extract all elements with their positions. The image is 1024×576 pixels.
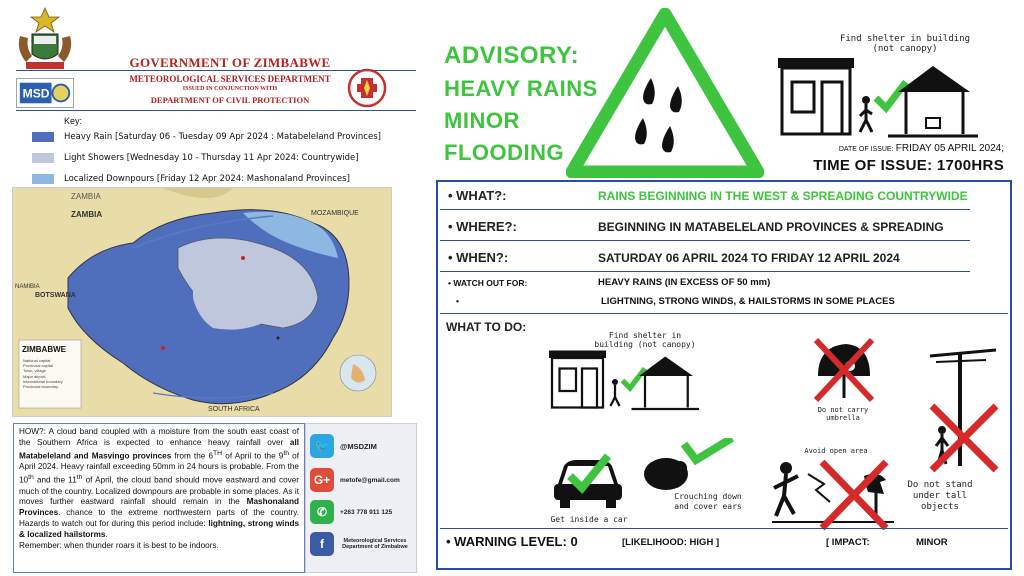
tall-pole-icon — [926, 346, 1002, 472]
advisory-heavy-rains: HEAVY RAINS — [444, 76, 598, 101]
email-contact[interactable] — [310, 468, 400, 492]
key-item-light-showers — [32, 151, 359, 165]
watch-value-lightning: LIGHTNING, STRONG WINDS, & HAILSTORMS IN SOME PLACES — [601, 296, 895, 307]
when-label: • WHEN?: — [448, 250, 509, 265]
whatsapp-icon: ✆ — [310, 500, 334, 524]
heavy-rain-swatch — [32, 132, 54, 142]
row-divider — [440, 271, 970, 272]
key-item-localized-downpours — [32, 172, 350, 186]
advisory-minor: MINOR — [444, 108, 520, 133]
tall-objects-caption: Do not stand under tall objects — [907, 480, 973, 512]
warning-level: • WARNING LEVEL: 0 — [446, 534, 578, 549]
google-plus-icon: G+ — [310, 468, 334, 492]
key-item-heavy-rain — [32, 130, 381, 144]
map-label-namibia: NAMIBIA — [15, 284, 40, 290]
map-label-zimbabwe: ZIMBABWE — [22, 345, 66, 354]
where-label: • WHERE?: — [448, 219, 517, 234]
map-label-zambia: ZAMBIA — [71, 192, 101, 201]
avoid-open-area-icon — [768, 456, 898, 530]
crouch-caption: Crouching down and cover ears — [674, 492, 742, 511]
time-of-issue: TIME OF ISSUE: 1700HRS — [813, 157, 1004, 174]
top-shelter-caption: Find shelter in building (not canopy) — [839, 34, 971, 54]
key-item-label: Light Showers [Wednesday 10 - Thursday 11 Apr 2024: Countrywide] — [64, 153, 359, 163]
msd-logo — [16, 78, 74, 108]
row-divider — [440, 240, 970, 241]
likelihood: [LIKELIHOOD: HIGH ] — [622, 537, 720, 548]
msd-logo-text: MSD — [22, 86, 50, 101]
key-item-label: Localized Downpours [Friday 12 Apr 2024: Mashonaland Provinces] — [64, 174, 350, 184]
map-label-south-africa: SOUTH AFRICA — [208, 406, 260, 413]
what-value: RAINS BEGINNING IN THE WEST & SPREADING COUNTRYWIDE — [598, 189, 968, 203]
twitter-handle: @MSDZIM — [340, 441, 377, 451]
facebook-contact[interactable] — [310, 532, 410, 556]
advisory-flooding: FLOODING — [444, 140, 565, 165]
key-title: Key: — [64, 116, 83, 126]
shelter-building-icon — [778, 52, 978, 140]
whatsapp-number: +263 778 911 125 — [340, 508, 393, 516]
car-icon — [550, 452, 626, 510]
rain-warning-triangle-icon — [566, 8, 764, 178]
what-label: • WHAT?: — [448, 188, 507, 203]
when-value: SATURDAY 06 APRIL 2024 TO FRIDAY 12 APRIL 2024 — [598, 251, 900, 265]
watch-value-rains: HEAVY RAINS (IN EXCESS OF 50 mm) — [598, 277, 771, 288]
facebook-icon: f — [310, 532, 334, 556]
issued-with-text: ISSUED IN CONJUNCTION WITH — [182, 86, 278, 92]
map-label-botswana: BOTSWANA — [35, 292, 76, 299]
open-area-caption: Avoid open area — [804, 447, 868, 455]
civil-protection-logo — [345, 66, 389, 110]
impact-value: MINOR — [916, 537, 948, 548]
header-divider-bottom — [16, 110, 416, 111]
car-caption: Get inside a car — [550, 515, 628, 524]
impact-label: [ IMPACT: — [826, 537, 870, 548]
whatsapp-contact[interactable] — [310, 500, 392, 524]
department-title: METEOROLOGICAL SERVICES DEPARTMENT — [129, 74, 331, 84]
date-of-issue: DATE OF ISSUE: FRIDAY 05 APRIL 2024; — [838, 143, 1004, 154]
light-showers-swatch — [32, 153, 54, 163]
twitter-contact[interactable] — [310, 434, 377, 458]
umbrella-caption: Do not carry umbrella — [817, 406, 869, 422]
civil-protection-title: DEPARTMENT OF CIVIL PROTECTION — [150, 95, 310, 105]
no-umbrella-icon — [810, 336, 876, 404]
map-label-zambia-2: ZAMBIA — [71, 210, 103, 219]
advisory-title: ADVISORY: — [444, 42, 580, 69]
how-explanation: HOW?: A cloud band coupled with a moisture from the south east coast of the Southern Africa is expected to enhance heavy rainfall over all Matabeleland and Masvingo provinces from the 6TH of April to the 9th of April 2024. Heavy rainfall exceeding 50mm in 24 hours is probable. From the 10th and the 11th of April, the cloud band should move eastward and cover much of the country. Localized downpours are probable in some places. As it moves further eastward rainfall should remain in the Mashonaland Provinces. chance to the extreme northwestern parts of the country. Hazards to watch out for during this period include: lightning, strong winds & localized hailstorms. Remember: when thunder roars it is best to be indoors. — [13, 423, 305, 573]
row-divider — [440, 209, 970, 210]
where-value: BEGINNING IN MATABELELAND PROVINCES & SPREADING — [598, 220, 944, 234]
crouching-icon — [640, 438, 736, 494]
email-address: metofe@gmail.com — [340, 476, 400, 484]
what-to-do-label: WHAT TO DO: — [446, 320, 527, 334]
localized-downpours-swatch — [32, 174, 54, 184]
watch-bullet: • — [456, 296, 459, 306]
forecast-map — [12, 187, 392, 417]
row-divider — [440, 313, 1008, 314]
todo-shelter-caption: Find shelter in building (not canopy) — [594, 331, 696, 349]
zimbabwe-coat-of-arms-icon — [14, 6, 76, 72]
watch-label: • WATCH OUT FOR: — [448, 278, 528, 288]
key-item-label: Heavy Rain [Saturday 06 - Tuesday 09 Apr 2024 : Matabeleland Provinces] — [64, 132, 381, 142]
contact-panel — [305, 423, 417, 573]
twitter-icon: 🐦 — [310, 434, 334, 458]
map-inset-legend: National capital Provincial capital Town, village Major airport International boundary Provincial boundary — [23, 358, 63, 389]
remember-note: Remember: when thunder roars it is best to be indoors. — [19, 540, 219, 550]
government-title: GOVERNMENT OF ZIMBABWE — [129, 55, 331, 70]
map-label-mozambique: MOZAMBIQUE — [311, 210, 359, 217]
facebook-page: Meteorological Services Department of Zimbabwe — [342, 538, 408, 550]
todo-shelter-icon — [548, 346, 700, 412]
row-divider — [440, 528, 1008, 529]
